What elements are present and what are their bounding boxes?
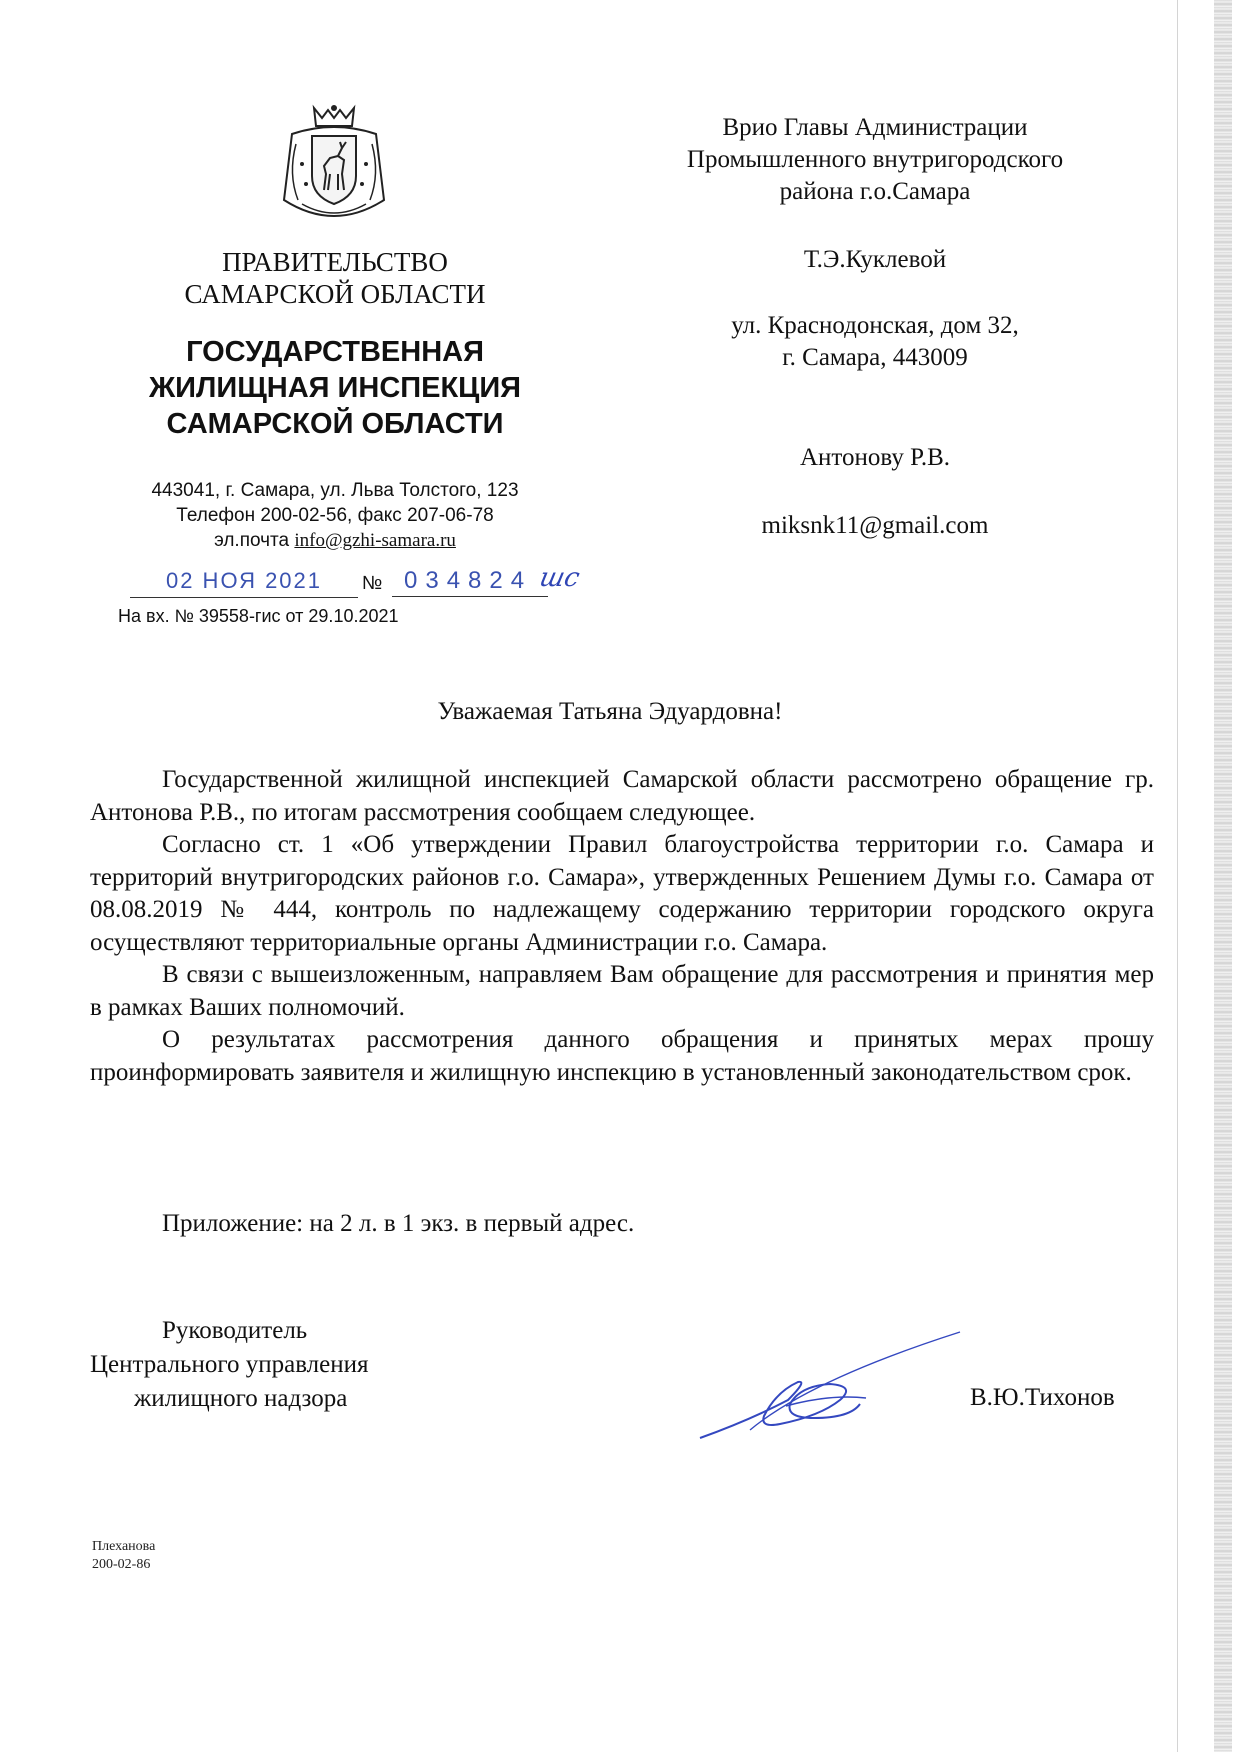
addressee-street: ул. Краснодонская, дом 32, — [731, 312, 1019, 339]
executor-info — [92, 1538, 155, 1574]
inspection-line-3: САМАРСКОЙ ОБЛАСТИ — [166, 408, 504, 440]
paragraph: О результатах рассмотрения данного обращения и принятых мерах прошу проинформировать заявителя и жилищную инспекцию в установленный законодательством срок. — [90, 1026, 1154, 1086]
sender-email-link[interactable]: info@gzhi-samara.ru — [294, 530, 456, 551]
scan-edge-line — [1177, 0, 1178, 1752]
addressee-city: г. Самара, 443009 — [782, 344, 968, 371]
sender-email-line — [110, 528, 560, 553]
paragraph: Государственной жилищной инспекцией Самарской области рассмотрено обращение гр. Антонова Р.В., по итогам рассмотрения сообщаем следующее. — [90, 766, 1154, 826]
addressee-position — [630, 112, 1120, 208]
sender-phone: Телефон 200-02-56, факс 207-06-78 — [176, 505, 494, 526]
registration-number-label: № — [362, 573, 383, 594]
inspection-line-1: ГОСУДАРСТВЕННАЯ — [186, 336, 484, 368]
incoming-reference: На вх. № 39558-гис от 29.10.2021 — [118, 606, 399, 626]
sender-address: 443041, г. Самара, ул. Льва Толстого, 123 — [151, 480, 519, 501]
signer-position-line-2: Центрального управления — [90, 1351, 369, 1378]
gov-line-1: ПРАВИТЕЛЬСТВО — [222, 247, 448, 277]
paragraph: В связи с вышеизложенным, направляем Вам обращение для рассмотрения и принятия мер в рамках Ваших полномочий. — [90, 961, 1154, 1021]
sender-email-label: эл.почта — [214, 530, 290, 551]
addressee-name: Т.Э.Куклевой — [803, 246, 947, 273]
sender-contacts — [110, 478, 560, 553]
addressee-address — [630, 310, 1120, 374]
inspection-line-2: ЖИЛИЩНАЯ ИНСПЕКЦИЯ — [148, 372, 522, 404]
inspection-name — [110, 334, 560, 442]
registration-handwritten-suffix: шс — [536, 563, 583, 593]
addressee-line-3: района г.о.Самара — [779, 178, 971, 205]
signer-position-line-3: жилищного надзора — [134, 1385, 348, 1412]
addressee-line-1: Врио Главы Администрации — [722, 114, 1028, 141]
signer-name: В.Ю.Тихонов — [970, 1384, 1115, 1411]
letter-body — [90, 764, 1154, 1089]
coat-of-arms-icon — [272, 104, 396, 234]
paragraph: Согласно ст. 1 «Об утверждении Правил благоустройства территории г.о. Самара и территорий внутригородских районов г.о. Самара», утвержденных Решением Думы г.о. Самара от 08.08.2019 № 444, контроль по надлежащему содержанию территории городского округа осуществляют территориальные органы Администрации г.о. Самара. — [90, 831, 1154, 956]
attachment-note: Приложение: на 2 л. в 1 экз. в первый адрес. — [162, 1210, 635, 1237]
executor-phone: 200-02-86 — [92, 1557, 151, 1572]
copy-recipient-name: Антонову Р.В. — [799, 444, 951, 471]
government-name — [120, 246, 550, 310]
gov-line-2: САМАРСКОЙ ОБЛАСТИ — [184, 279, 486, 309]
copy-recipient-email[interactable]: miksnk11@gmail.com — [761, 512, 989, 539]
registration-line — [130, 563, 583, 605]
signer-position-line-1: Руководитель — [162, 1317, 308, 1344]
signature-icon — [690, 1320, 970, 1450]
registration-date-stamp: 02 НОЯ 2021 — [130, 565, 358, 598]
salutation: Уважаемая Татьяна Эдуардовна! — [437, 698, 783, 725]
registration-number-stamp: 034824 — [392, 565, 548, 597]
addressee-line-2: Промышленного внутригородского — [686, 146, 1064, 173]
scan-edge — [1214, 0, 1232, 1752]
executor-name: Плеханова — [92, 1539, 156, 1554]
signer-position — [90, 1314, 450, 1416]
